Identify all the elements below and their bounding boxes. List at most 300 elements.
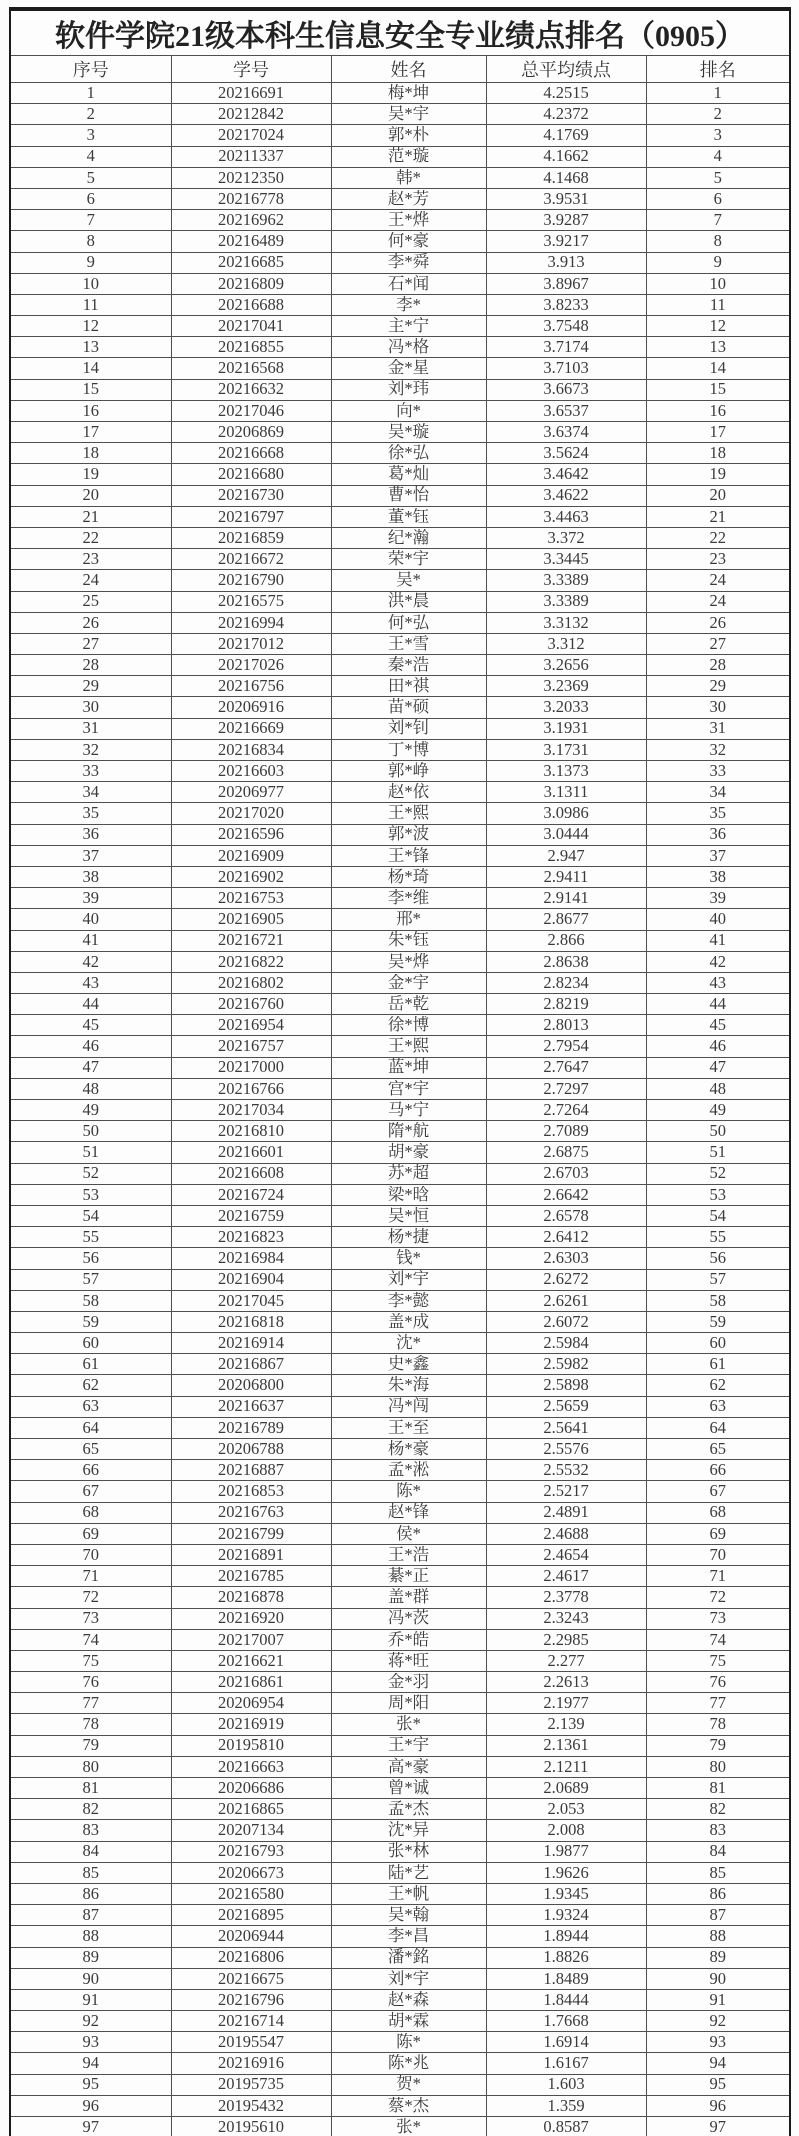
cell-rank: 89	[646, 1947, 790, 1968]
cell-name: 王*宇	[331, 1735, 486, 1756]
cell-gpa: 3.1373	[486, 761, 646, 782]
page-title: 软件学院21级本科生信息安全专业绩点排名（0905）	[10, 9, 790, 56]
cell-serial: 38	[10, 866, 171, 887]
cell-student-id: 20216867	[171, 1354, 331, 1375]
table-row	[10, 845, 790, 866]
cell-name: 冯*茨	[331, 1608, 486, 1629]
cell-student-id: 20217024	[171, 125, 331, 146]
cell-name: 刘*宇	[331, 1269, 486, 1290]
cell-rank: 18	[646, 443, 790, 464]
cell-gpa: 2.3778	[486, 1587, 646, 1608]
cell-gpa: 2.277	[486, 1650, 646, 1671]
cell-student-id: 20217007	[171, 1629, 331, 1650]
cell-student-id: 20216806	[171, 1947, 331, 1968]
cell-name: 金*羽	[331, 1672, 486, 1693]
cell-rank: 80	[646, 1756, 790, 1777]
table-row	[10, 1121, 790, 1142]
cell-student-id: 20216793	[171, 1841, 331, 1862]
cell-gpa: 2.5659	[486, 1396, 646, 1417]
col-header-serial: 序号	[10, 56, 171, 83]
cell-rank: 92	[646, 2011, 790, 2032]
cell-name: 冯*格	[331, 337, 486, 358]
cell-gpa: 2.5532	[486, 1460, 646, 1481]
cell-serial: 77	[10, 1693, 171, 1714]
cell-student-id: 20216760	[171, 994, 331, 1015]
col-header-student-id: 学号	[171, 56, 331, 83]
cell-gpa: 2.1211	[486, 1756, 646, 1777]
cell-student-id: 20216601	[171, 1142, 331, 1163]
cell-name: 杨*豪	[331, 1439, 486, 1460]
cell-name: 陈*	[331, 1481, 486, 1502]
cell-gpa: 2.5641	[486, 1417, 646, 1438]
table-row	[10, 1311, 790, 1332]
table-row	[10, 1227, 790, 1248]
cell-rank: 57	[646, 1269, 790, 1290]
cell-rank: 13	[646, 337, 790, 358]
cell-serial: 92	[10, 2011, 171, 2032]
cell-name: 吴*烨	[331, 951, 486, 972]
cell-rank: 90	[646, 1968, 790, 1989]
cell-gpa: 3.2656	[486, 655, 646, 676]
cell-serial: 74	[10, 1629, 171, 1650]
cell-student-id: 20217045	[171, 1290, 331, 1311]
table-row	[10, 1799, 790, 1820]
cell-rank: 31	[646, 718, 790, 739]
cell-rank: 15	[646, 379, 790, 400]
table-row	[10, 824, 790, 845]
cell-student-id: 20195547	[171, 2032, 331, 2053]
cell-serial: 95	[10, 2074, 171, 2095]
table-row	[10, 866, 790, 887]
cell-serial: 46	[10, 1036, 171, 1057]
cell-student-id: 20216905	[171, 909, 331, 930]
cell-rank: 28	[646, 655, 790, 676]
cell-student-id: 20216855	[171, 337, 331, 358]
cell-rank: 59	[646, 1311, 790, 1332]
cell-gpa: 3.5624	[486, 443, 646, 464]
cell-gpa: 3.0986	[486, 803, 646, 824]
cell-student-id: 20216853	[171, 1481, 331, 1502]
cell-student-id: 20206954	[171, 1693, 331, 1714]
cell-name: 乔*皓	[331, 1629, 486, 1650]
cell-rank: 23	[646, 549, 790, 570]
cell-serial: 71	[10, 1566, 171, 1587]
gpa-ranking-table	[9, 7, 791, 2136]
cell-name: 吴*璇	[331, 422, 486, 443]
cell-gpa: 2.053	[486, 1799, 646, 1820]
cell-student-id: 20216954	[171, 1015, 331, 1036]
table-row	[10, 549, 790, 570]
cell-student-id: 20216984	[171, 1248, 331, 1269]
table-row	[10, 1184, 790, 1205]
cell-name: 朱*钰	[331, 930, 486, 951]
cell-student-id: 20216691	[171, 83, 331, 104]
cell-rank: 2	[646, 104, 790, 125]
cell-serial: 23	[10, 549, 171, 570]
cell-serial: 2	[10, 104, 171, 125]
cell-name: 徐*弘	[331, 443, 486, 464]
cell-gpa: 2.6272	[486, 1269, 646, 1290]
cell-name: 何*豪	[331, 231, 486, 252]
cell-gpa: 3.8967	[486, 273, 646, 294]
table-row	[10, 1439, 790, 1460]
cell-student-id: 20216685	[171, 252, 331, 273]
cell-name: 吴*翰	[331, 1905, 486, 1926]
cell-serial: 49	[10, 1100, 171, 1121]
table-row	[10, 1333, 790, 1354]
table-row	[10, 2074, 790, 2095]
cell-serial: 26	[10, 612, 171, 633]
cell-name: 纪*瀚	[331, 527, 486, 548]
cell-student-id: 20217034	[171, 1100, 331, 1121]
cell-name: 贺*	[331, 2074, 486, 2095]
cell-serial: 15	[10, 379, 171, 400]
table-row	[10, 739, 790, 760]
cell-serial: 62	[10, 1375, 171, 1396]
cell-name: 蓝*坤	[331, 1057, 486, 1078]
cell-gpa: 2.5898	[486, 1375, 646, 1396]
cell-name: 梁*晗	[331, 1184, 486, 1205]
cell-student-id: 20216919	[171, 1714, 331, 1735]
cell-student-id: 20216724	[171, 1184, 331, 1205]
cell-student-id: 20206916	[171, 697, 331, 718]
cell-student-id: 20216632	[171, 379, 331, 400]
cell-gpa: 4.1769	[486, 125, 646, 146]
cell-serial: 4	[10, 146, 171, 167]
cell-name: 胡*豪	[331, 1142, 486, 1163]
cell-student-id: 20216909	[171, 845, 331, 866]
cell-name: 沈*	[331, 1333, 486, 1354]
cell-rank: 33	[646, 761, 790, 782]
cell-student-id: 20216675	[171, 1968, 331, 1989]
cell-name: 洪*晨	[331, 591, 486, 612]
cell-serial: 33	[10, 761, 171, 782]
cell-rank: 53	[646, 1184, 790, 1205]
cell-serial: 43	[10, 972, 171, 993]
cell-student-id: 20216818	[171, 1311, 331, 1332]
cell-serial: 36	[10, 824, 171, 845]
cell-gpa: 3.3132	[486, 612, 646, 633]
cell-student-id: 20216859	[171, 527, 331, 548]
cell-student-id: 20216766	[171, 1078, 331, 1099]
cell-student-id: 20216596	[171, 824, 331, 845]
cell-name: 丁*博	[331, 739, 486, 760]
cell-student-id: 20216756	[171, 676, 331, 697]
cell-student-id: 20216580	[171, 1883, 331, 1904]
cell-gpa: 2.6578	[486, 1205, 646, 1226]
table-row	[10, 570, 790, 591]
cell-serial: 90	[10, 1968, 171, 1989]
table-row	[10, 1608, 790, 1629]
cell-gpa: 2.866	[486, 930, 646, 951]
cell-student-id: 20216809	[171, 273, 331, 294]
cell-student-id: 20216637	[171, 1396, 331, 1417]
table-row	[10, 2053, 790, 2074]
table-row	[10, 294, 790, 315]
table-row	[10, 1078, 790, 1099]
cell-serial: 39	[10, 888, 171, 909]
cell-serial: 51	[10, 1142, 171, 1163]
cell-rank: 55	[646, 1227, 790, 1248]
cell-name: 史*鑫	[331, 1354, 486, 1375]
cell-rank: 54	[646, 1205, 790, 1226]
cell-name: 杨*琦	[331, 866, 486, 887]
cell-student-id: 20216822	[171, 951, 331, 972]
cell-name: 周*阳	[331, 1693, 486, 1714]
cell-serial: 40	[10, 909, 171, 930]
table-row	[10, 1523, 790, 1544]
cell-rank: 77	[646, 1693, 790, 1714]
cell-rank: 60	[646, 1333, 790, 1354]
cell-rank: 8	[646, 231, 790, 252]
cell-student-id: 20216799	[171, 1523, 331, 1544]
cell-gpa: 0.8587	[486, 2117, 646, 2136]
table-row	[10, 1947, 790, 1968]
cell-gpa: 2.6261	[486, 1290, 646, 1311]
cell-student-id: 20216902	[171, 866, 331, 887]
table-row	[10, 1650, 790, 1671]
cell-student-id: 20216920	[171, 1608, 331, 1629]
cell-name: 杨*捷	[331, 1227, 486, 1248]
table-row	[10, 2095, 790, 2116]
cell-gpa: 3.312	[486, 633, 646, 654]
cell-student-id: 20216790	[171, 570, 331, 591]
cell-name: 赵*芳	[331, 188, 486, 209]
table-row	[10, 761, 790, 782]
cell-serial: 17	[10, 422, 171, 443]
cell-student-id: 20216568	[171, 358, 331, 379]
table-row	[10, 400, 790, 421]
table-row	[10, 972, 790, 993]
cell-name: 王*浩	[331, 1544, 486, 1565]
cell-rank: 35	[646, 803, 790, 824]
table-row	[10, 1820, 790, 1841]
cell-serial: 81	[10, 1778, 171, 1799]
cell-rank: 44	[646, 994, 790, 1015]
cell-student-id: 20206788	[171, 1439, 331, 1460]
cell-rank: 83	[646, 1820, 790, 1841]
cell-rank: 58	[646, 1290, 790, 1311]
cell-gpa: 3.3389	[486, 591, 646, 612]
cell-gpa: 2.139	[486, 1714, 646, 1735]
cell-serial: 94	[10, 2053, 171, 2074]
table-row	[10, 1883, 790, 1904]
cell-name: 胡*霖	[331, 2011, 486, 2032]
table-row	[10, 1566, 790, 1587]
cell-rank: 68	[646, 1502, 790, 1523]
cell-serial: 13	[10, 337, 171, 358]
cell-rank: 61	[646, 1354, 790, 1375]
table-row	[10, 1502, 790, 1523]
cell-student-id: 20216887	[171, 1460, 331, 1481]
table-row	[10, 1989, 790, 2010]
cell-serial: 96	[10, 2095, 171, 2116]
cell-name: 盖*成	[331, 1311, 486, 1332]
cell-gpa: 3.6374	[486, 422, 646, 443]
cell-serial: 83	[10, 1820, 171, 1841]
cell-rank: 42	[646, 951, 790, 972]
cell-serial: 54	[10, 1205, 171, 1226]
cell-serial: 86	[10, 1883, 171, 1904]
cell-rank: 66	[646, 1460, 790, 1481]
cell-gpa: 2.4654	[486, 1544, 646, 1565]
cell-rank: 43	[646, 972, 790, 993]
table-row	[10, 1629, 790, 1650]
table-row	[10, 125, 790, 146]
cell-name: 王*熙	[331, 803, 486, 824]
cell-student-id: 20216730	[171, 485, 331, 506]
cell-name: 徐*博	[331, 1015, 486, 1036]
cell-gpa: 2.2613	[486, 1672, 646, 1693]
cell-name: 吴*	[331, 570, 486, 591]
cell-student-id: 20217000	[171, 1057, 331, 1078]
cell-rank: 7	[646, 210, 790, 231]
cell-gpa: 2.6303	[486, 1248, 646, 1269]
cell-serial: 29	[10, 676, 171, 697]
table-row	[10, 167, 790, 188]
cell-serial: 80	[10, 1756, 171, 1777]
cell-rank: 79	[646, 1735, 790, 1756]
cell-student-id: 20216688	[171, 294, 331, 315]
cell-student-id: 20216669	[171, 718, 331, 739]
table-row	[10, 104, 790, 125]
cell-name: 郭*峥	[331, 761, 486, 782]
table-row	[10, 718, 790, 739]
table-row	[10, 1100, 790, 1121]
cell-student-id: 20216895	[171, 1905, 331, 1926]
cell-name: 赵*锋	[331, 1502, 486, 1523]
cell-rank: 22	[646, 527, 790, 548]
cell-student-id: 20216802	[171, 972, 331, 993]
cell-name: 田*祺	[331, 676, 486, 697]
cell-gpa: 3.2369	[486, 676, 646, 697]
cell-gpa: 2.4617	[486, 1566, 646, 1587]
cell-serial: 52	[10, 1163, 171, 1184]
cell-serial: 73	[10, 1608, 171, 1629]
cell-name: 赵*森	[331, 1989, 486, 2010]
cell-serial: 35	[10, 803, 171, 824]
table-row	[10, 1926, 790, 1947]
cell-rank: 9	[646, 252, 790, 273]
cell-student-id: 20211337	[171, 146, 331, 167]
cell-gpa: 2.8013	[486, 1015, 646, 1036]
cell-student-id: 20206944	[171, 1926, 331, 1947]
cell-student-id: 20195610	[171, 2117, 331, 2136]
cell-rank: 94	[646, 2053, 790, 2074]
cell-gpa: 2.7647	[486, 1057, 646, 1078]
cell-name: 张*林	[331, 1841, 486, 1862]
cell-student-id: 20216796	[171, 1989, 331, 2010]
cell-serial: 24	[10, 570, 171, 591]
cell-gpa: 2.8638	[486, 951, 646, 972]
cell-serial: 12	[10, 316, 171, 337]
table-row	[10, 188, 790, 209]
cell-name: 赵*依	[331, 782, 486, 803]
cell-gpa: 2.7264	[486, 1100, 646, 1121]
cell-serial: 28	[10, 655, 171, 676]
cell-name: 岳*乾	[331, 994, 486, 1015]
cell-rank: 40	[646, 909, 790, 930]
cell-gpa: 4.2515	[486, 83, 646, 104]
table-row	[10, 83, 790, 104]
cell-student-id: 20216834	[171, 739, 331, 760]
cell-rank: 26	[646, 612, 790, 633]
table-row	[10, 655, 790, 676]
cell-rank: 87	[646, 1905, 790, 1926]
cell-serial: 70	[10, 1544, 171, 1565]
col-header-rank: 排名	[646, 56, 790, 83]
cell-rank: 88	[646, 1926, 790, 1947]
cell-name: 王*雪	[331, 633, 486, 654]
cell-serial: 41	[10, 930, 171, 951]
cell-serial: 76	[10, 1672, 171, 1693]
table-row	[10, 1375, 790, 1396]
table-row	[10, 2032, 790, 2053]
cell-name: 陈*	[331, 2032, 486, 2053]
cell-name: 金*星	[331, 358, 486, 379]
cell-serial: 37	[10, 845, 171, 866]
table-row	[10, 591, 790, 612]
table-row	[10, 782, 790, 803]
table-row	[10, 358, 790, 379]
cell-rank: 11	[646, 294, 790, 315]
cell-rank: 73	[646, 1608, 790, 1629]
cell-rank: 3	[646, 125, 790, 146]
cell-name: 潘*銘	[331, 1947, 486, 1968]
cell-rank: 12	[646, 316, 790, 337]
table-row	[10, 1015, 790, 1036]
cell-gpa: 2.1361	[486, 1735, 646, 1756]
cell-student-id: 20206869	[171, 422, 331, 443]
cell-gpa: 1.9626	[486, 1862, 646, 1883]
cell-serial: 42	[10, 951, 171, 972]
table-row	[10, 1905, 790, 1926]
table-row	[10, 485, 790, 506]
table-row	[10, 273, 790, 294]
cell-rank: 39	[646, 888, 790, 909]
cell-rank: 56	[646, 1248, 790, 1269]
table-row	[10, 1417, 790, 1438]
cell-student-id: 20206977	[171, 782, 331, 803]
cell-serial: 19	[10, 464, 171, 485]
table-row	[10, 1841, 790, 1862]
cell-serial: 58	[10, 1290, 171, 1311]
cell-gpa: 2.6875	[486, 1142, 646, 1163]
cell-rank: 74	[646, 1629, 790, 1650]
cell-gpa: 2.1977	[486, 1693, 646, 1714]
cell-rank: 24	[646, 570, 790, 591]
table-row	[10, 1672, 790, 1693]
cell-student-id: 20206686	[171, 1778, 331, 1799]
cell-gpa: 3.1311	[486, 782, 646, 803]
cell-serial: 67	[10, 1481, 171, 1502]
cell-student-id: 20216878	[171, 1587, 331, 1608]
cell-serial: 60	[10, 1333, 171, 1354]
cell-name: 李*懿	[331, 1290, 486, 1311]
cell-serial: 48	[10, 1078, 171, 1099]
cell-gpa: 2.5982	[486, 1354, 646, 1375]
cell-serial: 82	[10, 1799, 171, 1820]
table-row	[10, 252, 790, 273]
cell-name: 李*	[331, 294, 486, 315]
cell-name: 梅*坤	[331, 83, 486, 104]
cell-serial: 20	[10, 485, 171, 506]
cell-rank: 34	[646, 782, 790, 803]
cell-name: 蒋*旺	[331, 1650, 486, 1671]
table-row	[10, 210, 790, 231]
table-row	[10, 1460, 790, 1481]
cell-student-id: 20216489	[171, 231, 331, 252]
